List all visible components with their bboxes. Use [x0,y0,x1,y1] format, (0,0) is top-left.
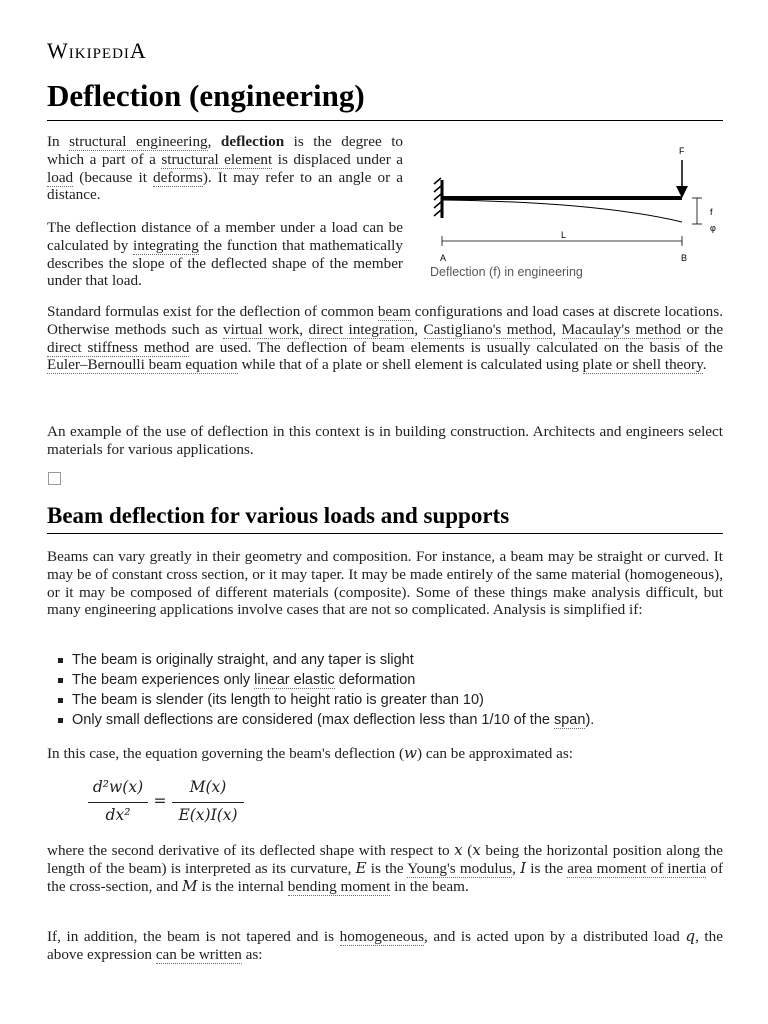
text: or the [681,320,724,338]
link-can-be-written[interactable]: can be written [155,945,242,963]
formula-numerator-right: M(x) [189,778,227,796]
text: is the degree to which a part of a [47,133,404,168]
text: ). It may refer to an angle or a distance. [47,168,403,204]
conditions-list [72,650,594,730]
formula-denominator-right: E(x)I(x) [178,806,238,824]
text: while that of a plate or shell element is calculated using [237,356,583,374]
link-integrating[interactable]: integrating [133,236,199,254]
text: , and is acted upon by a distributed load [424,928,686,945]
link-direct-integration[interactable]: direct integration [308,320,415,338]
text: is displaced under a [272,150,403,168]
text: The deflection distance of a member under a load can be calculated by [47,219,403,254]
section-paragraph-4 [47,928,723,964]
math-variable: x [454,841,463,859]
text: , [299,320,309,338]
deflected-beam-curve [442,200,682,222]
link-plate-or-shell-theory[interactable]: plate or shell theory [582,356,703,374]
label-angle: φ [710,223,716,233]
link-span[interactable]: span [553,712,586,728]
fraction-bar [88,802,148,803]
wordmark-part: W [47,38,69,63]
text: (because it [73,168,154,186]
text: being the horizontal position along the length of the beam) is interpreted as its curvature, [47,842,723,877]
wordmark-part: ikipedi [68,38,130,63]
formula-numerator-left: d²w(x) [92,778,144,796]
link-deforms[interactable]: deforms [153,168,203,186]
math-variable: w [404,744,417,762]
text: , [207,133,221,150]
link-castiglianos-method[interactable]: Castigliano's method [423,320,553,338]
wordmark-part: A [129,38,147,63]
text: If, in addition, the beam is not tapered and is [47,928,340,945]
text: , the above expression [47,928,723,963]
link-euler-bernoulli-beam-equation[interactable]: Euler–Bernoulli beam equation [47,356,238,374]
text: are used. The deflection of beam elements is usually calculated on the basis of the [189,338,723,356]
fraction-bar [172,802,244,803]
label-length: L [561,230,567,240]
list-item [72,690,594,710]
label-point-a: A [440,253,447,263]
link-homogeneous[interactable]: homogeneous [339,928,424,945]
link-bending-moment[interactable]: bending moment [287,877,391,895]
math-variable: I [520,858,527,877]
text: Standard formulas exist for the deflection of common [47,303,378,320]
math-variable: x [472,841,481,859]
beam-equation [88,776,258,832]
link-virtual-work[interactable]: virtual work [223,320,300,338]
intro-paragraph-2 [47,219,403,290]
link-structural-element[interactable]: structural element [161,150,273,168]
math-variable: E [355,858,367,877]
intro-paragraph-3 [47,303,723,374]
figure-caption: Deflection (f) in engineering [430,265,583,279]
page-title: Deflection (engineering) [47,76,723,121]
intro-paragraph-4: An example of the use of deflection in this context is in building construction. Architects and engineers select materials for various applications. [47,423,723,458]
text: ). [585,712,595,728]
list-item [72,710,594,730]
link-load[interactable]: load [47,168,74,186]
list-item [72,670,594,690]
section-paragraph-2 [47,745,723,763]
link-direct-stiffness-method[interactable]: direct stiffness method [47,338,190,356]
text: the function that mathematically describes the slope of the deflected shape of the member under that load. [47,236,403,290]
text: , [414,320,424,338]
text: , [552,320,562,338]
wall-support [434,178,442,218]
text: In [47,133,70,150]
link-area-moment-of-inertia[interactable]: area moment of inertia [567,859,707,877]
text: Only small deflections are considered (max deflection less than 1/10 of the [72,712,554,728]
text: of the cross-section, and [47,859,724,895]
wikipedia-wordmark[interactable] [47,38,147,64]
term-deflection: deflection [220,133,285,150]
text: is the [366,859,408,877]
text: configurations and load cases at discrete locations. Otherwise methods such as [47,303,723,338]
text: ) can be approximated as: [417,745,574,762]
text: as: [241,945,263,963]
link-macaulays-method[interactable]: Macaulay's method [561,320,682,338]
link-youngs-modulus[interactable]: Young's modulus [407,859,513,877]
text: ( [462,842,473,859]
section-paragraph-3 [47,842,723,895]
text: deformation [334,672,416,688]
intro-paragraph-1 [47,133,403,204]
link-structural-engineering[interactable]: structural engineering [69,133,208,150]
link-linear-elastic[interactable]: linear elastic [254,672,335,688]
text: where the second derivative of its deflected shape with respect to [47,842,455,859]
section-heading: Beam deflection for various loads and supports [47,502,723,534]
label-force: F [679,146,685,156]
link-beam[interactable]: beam [377,303,411,320]
list-item [72,650,594,670]
text: . [702,356,707,374]
text: is the internal [197,877,288,895]
formula-denominator-left: dx² [105,806,131,824]
text: in the beam. [390,877,469,895]
math-variable: q [685,927,696,945]
text: The beam is originally straight, and any taper is slight [72,652,414,668]
text: The beam experiences only [72,672,255,688]
text: is the [526,859,568,877]
text: In this case, the equation governing the beam's deflection ( [47,745,404,762]
section-paragraph-1: Beams can vary greatly in their geometry and composition. For instance, a beam may be straight or curved. It may be of constant cross section, or it may taper. It may be made entirely of the same material (homogeneous), or it may be composed of different materials (composite). Some of these things make analysis difficult, but many engineering applications involve cases that are not so complicated. Analysis is simplified if: [47,548,723,619]
label-point-b: B [681,253,688,263]
placeholder-checkbox[interactable] [48,472,61,485]
text: The beam is slender (its length to height ratio is greater than 10) [72,692,484,708]
math-variable: M [181,876,198,895]
formula-equals: = [153,792,167,810]
text: , [512,859,521,877]
label-deflection: f [710,207,713,217]
